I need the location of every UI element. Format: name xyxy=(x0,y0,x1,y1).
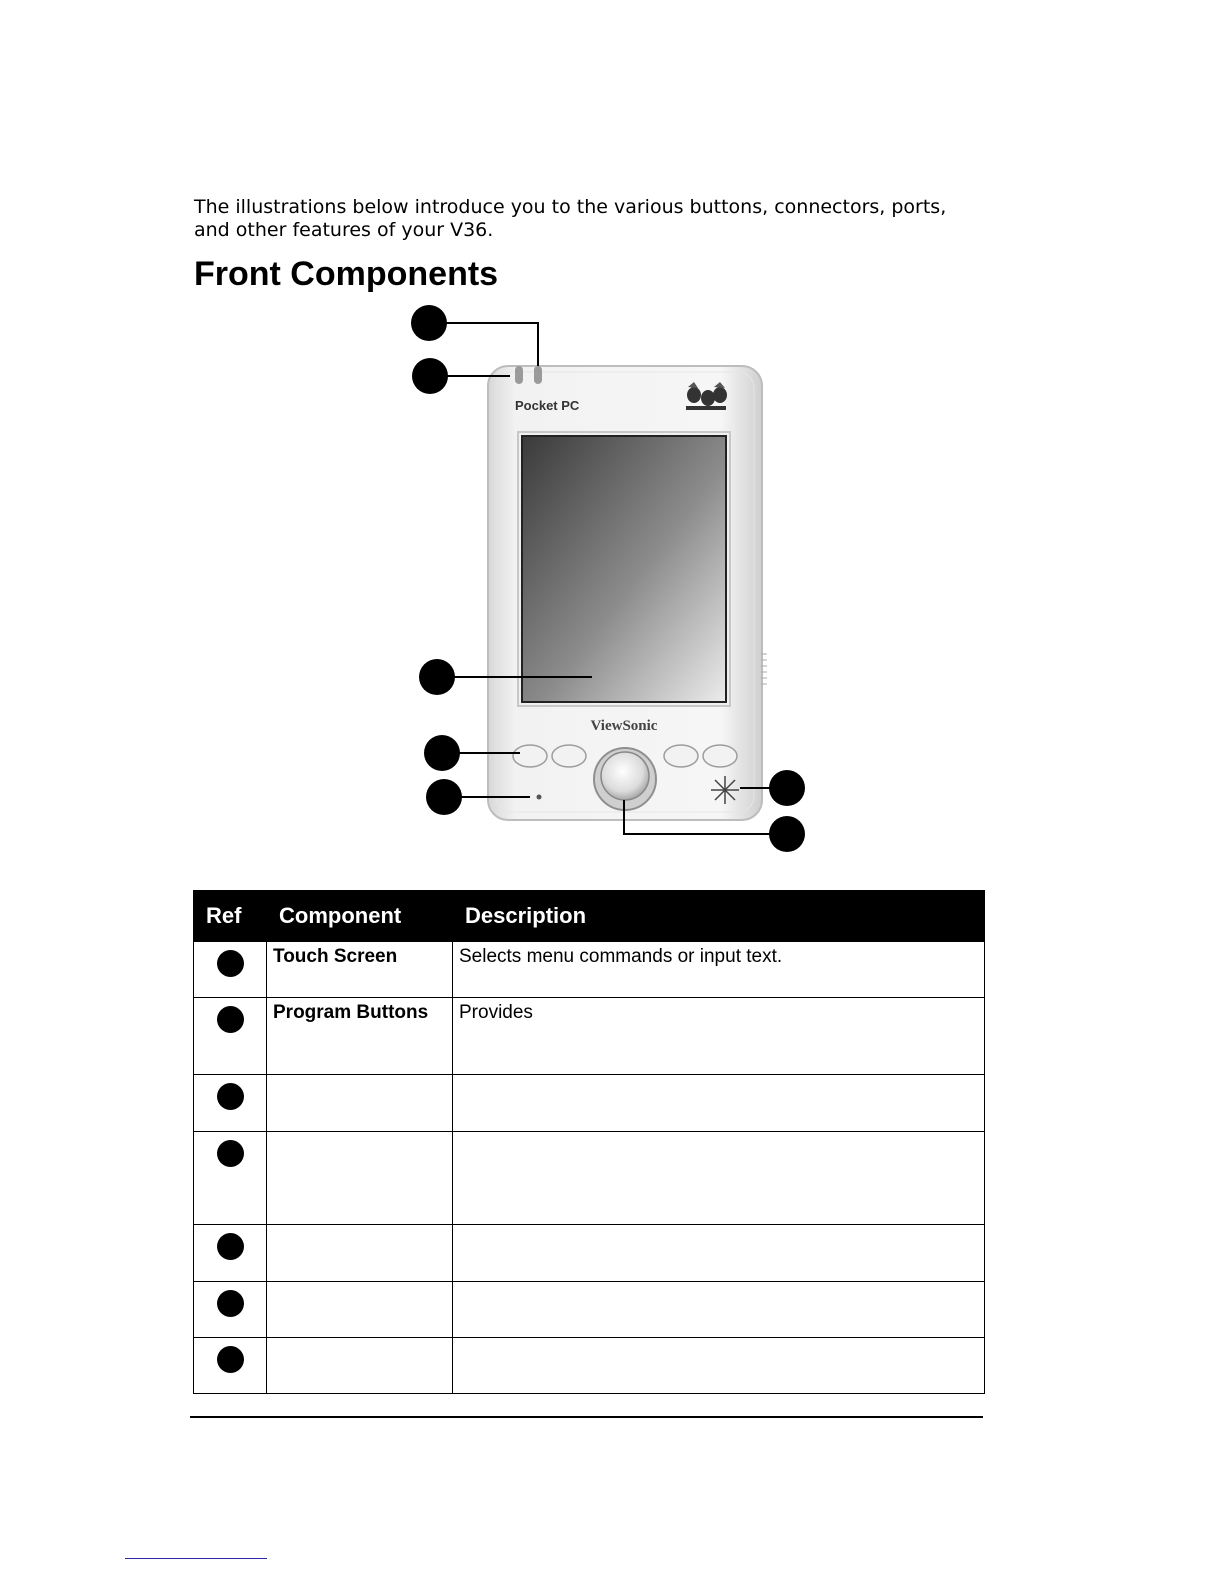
intro-line-1: The illustrations below introduce you to the various buttons, connectors, ports, xyxy=(194,196,947,218)
touch-screen xyxy=(518,432,730,706)
component-description: Provides xyxy=(453,998,985,1075)
component-description xyxy=(453,1075,985,1132)
device-label: Pocket PC xyxy=(515,398,580,413)
component-name xyxy=(267,1225,453,1282)
component-description xyxy=(453,1225,985,1282)
component-description xyxy=(453,1132,985,1225)
ref-marker xyxy=(217,1083,244,1110)
ref-marker xyxy=(217,950,244,977)
ref-marker xyxy=(217,1346,244,1373)
component-name: Program Buttons xyxy=(267,998,453,1075)
table-row xyxy=(194,1132,985,1225)
component-name xyxy=(267,1075,453,1132)
components-table xyxy=(193,890,985,1394)
ref-marker xyxy=(217,1233,244,1260)
component-name xyxy=(267,1132,453,1225)
intro-line-2: and other features of your V36. xyxy=(194,219,494,241)
speaker-icon xyxy=(711,776,739,804)
table-row xyxy=(194,1338,985,1394)
component-name: Touch Screen xyxy=(267,942,453,998)
table-row xyxy=(194,998,985,1075)
component-description: Selects menu commands or input text. xyxy=(453,942,985,998)
component-name xyxy=(267,1338,453,1394)
device-brand: ViewSonic xyxy=(590,718,658,734)
ref-marker xyxy=(217,1290,244,1317)
bottom-divider xyxy=(190,1416,983,1418)
table-row xyxy=(194,1282,985,1338)
table-header-row xyxy=(194,891,985,942)
header-component: Component xyxy=(267,891,453,942)
component-description xyxy=(453,1338,985,1394)
section-heading: Front Components xyxy=(194,255,499,293)
component-name xyxy=(267,1282,453,1338)
table-row xyxy=(194,1075,985,1132)
microphone-dot xyxy=(537,795,542,800)
table-row xyxy=(194,942,985,998)
table-row xyxy=(194,1225,985,1282)
header-description: Description xyxy=(453,891,985,942)
footer-link-underline[interactable] xyxy=(125,1558,267,1559)
ref-marker xyxy=(217,1140,244,1167)
header-ref: Ref xyxy=(194,891,267,942)
ref-marker xyxy=(217,1006,244,1033)
component-description xyxy=(453,1282,985,1338)
